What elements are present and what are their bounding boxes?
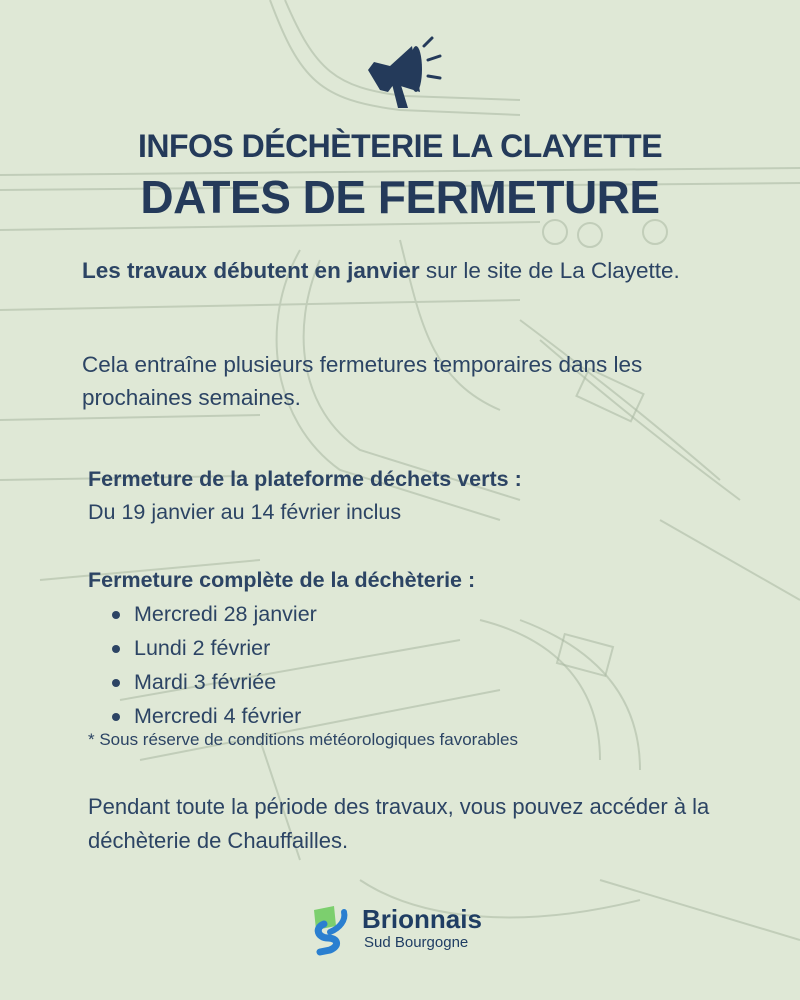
intro-paragraph-2: Cela entraîne plusieurs fermetures temporaires dans les prochaines semaines. [82, 352, 643, 410]
brionnais-logo [310, 900, 510, 960]
green-waste-title: Fermeture de la plateforme déchets verts : [88, 467, 522, 491]
full-closure-section [88, 564, 728, 733]
closure-date-list [88, 597, 728, 733]
logo-mark-icon [310, 904, 354, 958]
closure-date-item: Mercredi 4 février [134, 699, 728, 733]
intro-bold-text: Les travaux débutent en janvier [82, 258, 420, 283]
logo-subtitle: Sud Bourgogne [364, 934, 469, 951]
intro-rest-text: sur le site de La Clayette. [419, 258, 680, 283]
title-line-2: DATES DE FERMETURE [140, 171, 660, 223]
full-closure-title: Fermeture complète de la déchèterie : [88, 568, 476, 592]
megaphone-icon [360, 32, 450, 112]
intro-paragraph-1 [82, 254, 722, 287]
green-waste-section [88, 463, 728, 529]
closure-date-item: Lundi 2 février [134, 631, 728, 665]
green-waste-period: Du 19 janvier au 14 février inclus [88, 500, 402, 524]
title-line-1: INFOS DÉCHÈTERIE LA CLAYETTE [137, 128, 663, 164]
closure-date-item: Mercredi 28 janvier [134, 597, 728, 631]
weather-note: * Sous réserve de conditions météorologiques favorables [88, 730, 518, 749]
closing-paragraph: Pendant toute la période des travaux, vous pouvez accéder à la déchèterie de Chauffailles. [88, 794, 710, 853]
logo-name: Brionnais [362, 904, 482, 934]
closure-date-item: Mardi 3 févriée [134, 665, 728, 699]
